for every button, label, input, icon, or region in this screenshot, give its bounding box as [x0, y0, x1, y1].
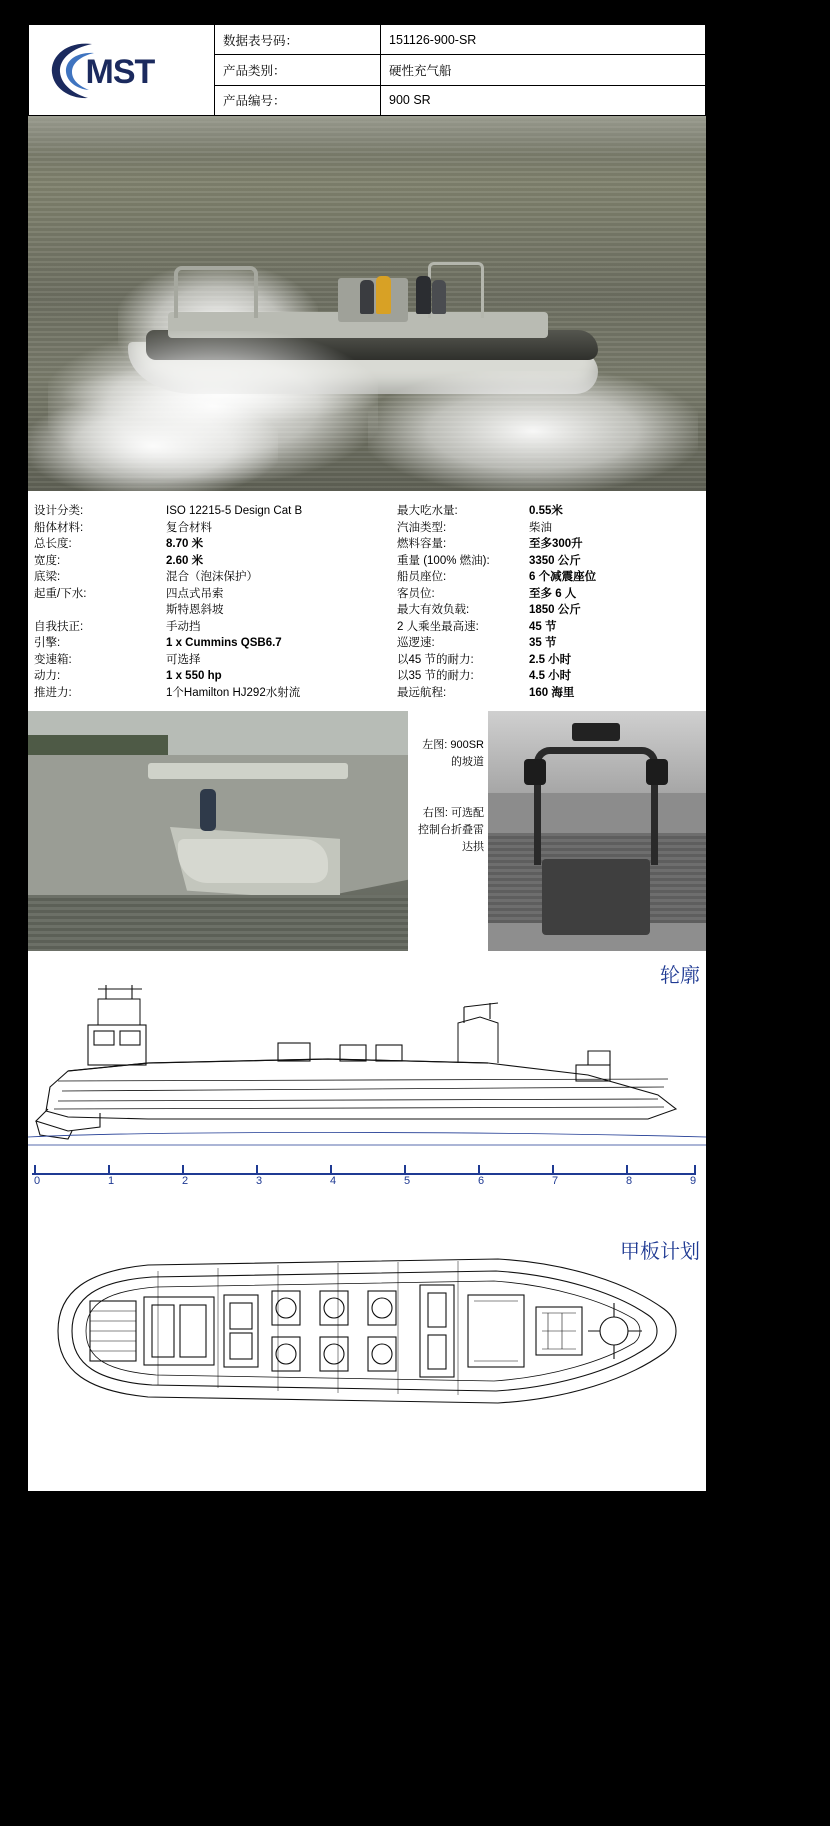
spec-value: 可选择 — [166, 653, 201, 666]
spec-value: 6 个减震座位 — [529, 571, 597, 583]
caption-line: 右图: 可选配 — [422, 807, 484, 819]
spec-label: 推进力: — [34, 686, 72, 699]
scale-label: 7 — [552, 1175, 559, 1187]
scale-label: 8 — [626, 1175, 633, 1187]
spec-value: 混合（泡沫保护） — [166, 571, 258, 583]
spec-label: 最大有效负载: — [397, 604, 470, 616]
scale-tick — [34, 1165, 36, 1175]
header-value: 900 SR — [389, 93, 431, 108]
datasheet-page — [28, 24, 706, 1491]
scale-tick — [256, 1165, 258, 1175]
spec-row — [34, 619, 367, 636]
spec-value: 35 节 — [529, 637, 557, 649]
spec-row — [397, 503, 706, 520]
spec-value: 0.55米 — [529, 505, 563, 517]
spec-row — [34, 668, 367, 685]
caption-line: 的坡道 — [451, 756, 484, 768]
crew-member — [376, 276, 391, 314]
spec-column-left — [28, 503, 367, 701]
scale-label: 4 — [330, 1175, 337, 1187]
scale-tick — [694, 1165, 696, 1175]
caption-left-photo — [412, 737, 484, 771]
scale-tick — [626, 1165, 628, 1175]
spec-label: 重量 (100% 燃油): — [397, 554, 490, 567]
scale-label: 6 — [478, 1175, 485, 1187]
crew-member — [432, 280, 446, 314]
crew-member — [360, 280, 374, 314]
spec-value: 3350 公斤 — [529, 554, 581, 567]
spec-value: 至多300升 — [529, 538, 583, 550]
crew-member — [416, 276, 431, 314]
radar-unit — [572, 723, 620, 741]
console-arch-photo — [488, 711, 706, 951]
specifications — [28, 491, 706, 711]
spec-value: 1850 公斤 — [529, 604, 581, 616]
spec-row — [34, 520, 367, 537]
page-bottom-spacer — [28, 1465, 706, 1491]
spec-label: 底梁: — [34, 571, 61, 583]
nav-light — [524, 759, 546, 785]
caption-line: 控制台折叠雷 — [418, 824, 484, 836]
hero-photo — [28, 116, 706, 491]
caption-right-photo — [412, 805, 484, 856]
header-value: 硬性充气船 — [389, 63, 452, 78]
spec-row — [397, 553, 706, 570]
spec-value: 手动挡 — [166, 620, 201, 633]
spec-row — [34, 569, 367, 586]
canopy — [148, 763, 348, 779]
spec-label: 客员位: — [397, 587, 435, 600]
scale-tick — [108, 1165, 110, 1175]
folding-radar-arch — [534, 747, 658, 865]
mid-photo-row — [28, 711, 706, 951]
spec-label: 设计分类: — [34, 505, 84, 517]
brand-name: MST — [85, 53, 155, 91]
radar-arch — [174, 266, 258, 318]
spec-row — [34, 503, 367, 520]
scale-label: 9 — [690, 1175, 697, 1187]
brand-logo-cell — [29, 25, 215, 115]
profile-drawing-title: 轮廓 — [660, 965, 700, 987]
spec-value: 柴油 — [529, 521, 552, 534]
spec-label: 最远航程: — [397, 686, 447, 699]
spec-row — [34, 685, 367, 702]
header-value: 151126-900-SR — [389, 32, 477, 47]
spec-row — [34, 652, 367, 669]
spec-label: 以45 节的耐力: — [397, 653, 474, 666]
spec-row — [397, 668, 706, 685]
spec-value: 四点式吊索 — [166, 587, 224, 600]
scale-tick — [404, 1165, 406, 1175]
scale-tick — [330, 1165, 332, 1175]
spec-row — [34, 536, 367, 553]
spec-label: 引擎: — [34, 637, 61, 649]
spec-row — [397, 536, 706, 553]
mid-photo-captions — [408, 711, 488, 951]
deckplan-drawing-title: 甲板计划 — [620, 1241, 700, 1263]
spec-label: 以35 节的耐力: — [397, 670, 474, 682]
spec-row — [34, 553, 367, 570]
profile-scale-bar — [32, 1173, 696, 1175]
spec-label: 2 人乘坐最高速: — [397, 620, 479, 633]
spec-value: 4.5 小时 — [529, 670, 572, 682]
profile-drawing-block — [28, 959, 706, 1209]
nav-light — [646, 759, 668, 785]
spec-row — [397, 602, 706, 619]
caption-line: 左图: 900SR — [422, 739, 484, 751]
spec-label: 船员座位: — [397, 571, 447, 583]
header-label: 产品编号： — [215, 86, 381, 115]
spec-value: 8.70 米 — [166, 538, 204, 550]
spec-label: 变速箱: — [34, 653, 72, 666]
spec-value: 2.5 小时 — [529, 653, 572, 666]
spec-row — [397, 652, 706, 669]
spec-row — [397, 685, 706, 702]
spec-value: 至多 6 人 — [529, 587, 577, 600]
scale-label: 1 — [108, 1175, 115, 1187]
spec-value: 1 x Cummins QSB6.7 — [166, 637, 282, 649]
spec-row — [34, 635, 367, 652]
spray-plume — [28, 396, 278, 491]
spec-value: 复合材料 — [166, 521, 212, 534]
spec-label: 巡逻速: — [397, 637, 435, 649]
spec-label: 宽度: — [34, 554, 61, 567]
water — [28, 895, 408, 951]
spec-label: 起重/下水: — [34, 587, 87, 600]
ramp-photo — [28, 711, 408, 951]
helm-console — [542, 859, 650, 935]
spec-row — [397, 635, 706, 652]
header-label: 产品类别： — [215, 55, 381, 84]
spec-row — [34, 602, 367, 619]
spec-value: 1个Hamilton HJ292水射流 — [166, 686, 301, 699]
spec-row — [397, 619, 706, 636]
spec-row — [397, 569, 706, 586]
spec-value: 斯特恩斜坡 — [166, 604, 224, 616]
spec-label: 最大吃水量: — [397, 505, 458, 517]
spec-label: 汽油类型: — [397, 521, 447, 534]
scale-tick — [182, 1165, 184, 1175]
spec-value: ISO 12215-5 Design Cat B — [166, 505, 303, 517]
scale-label: 3 — [256, 1175, 263, 1187]
spec-label: 船体材料: — [34, 521, 84, 534]
horizon-haze — [28, 116, 706, 156]
scale-tick — [478, 1165, 480, 1175]
spec-row — [397, 586, 706, 603]
spec-column-right — [367, 503, 706, 701]
header-label: 数据表号码： — [215, 25, 381, 54]
deckplan-drawing — [28, 1235, 706, 1435]
scale-label: 0 — [34, 1175, 41, 1187]
scale-tick — [552, 1165, 554, 1175]
header-row-product-number — [215, 86, 705, 115]
deckplan-drawing-block — [28, 1235, 706, 1465]
scale-label: 2 — [182, 1175, 189, 1187]
caption-line: 达拱 — [462, 841, 484, 853]
spec-label: 动力: — [34, 670, 61, 682]
spec-row — [397, 520, 706, 537]
spec-row — [34, 586, 367, 603]
spec-label: 自我扶正: — [34, 620, 84, 633]
spray-plume — [368, 371, 698, 491]
header-row-datasheet-number — [215, 25, 705, 55]
rib-on-ramp — [178, 839, 328, 883]
spec-value: 45 节 — [529, 620, 557, 633]
scale-label: 5 — [404, 1175, 411, 1187]
header-table — [28, 24, 706, 116]
spec-label: 总长度: — [34, 538, 72, 550]
profile-drawing — [28, 959, 706, 1164]
spec-value: 2.60 米 — [166, 554, 204, 567]
spec-value: 1 x 550 hp — [166, 670, 222, 682]
header-row-product-category — [215, 55, 705, 85]
spec-value: 160 海里 — [529, 686, 575, 699]
spec-label — [34, 602, 166, 619]
spec-label: 燃料容量: — [397, 538, 447, 550]
crew-member — [200, 789, 216, 831]
